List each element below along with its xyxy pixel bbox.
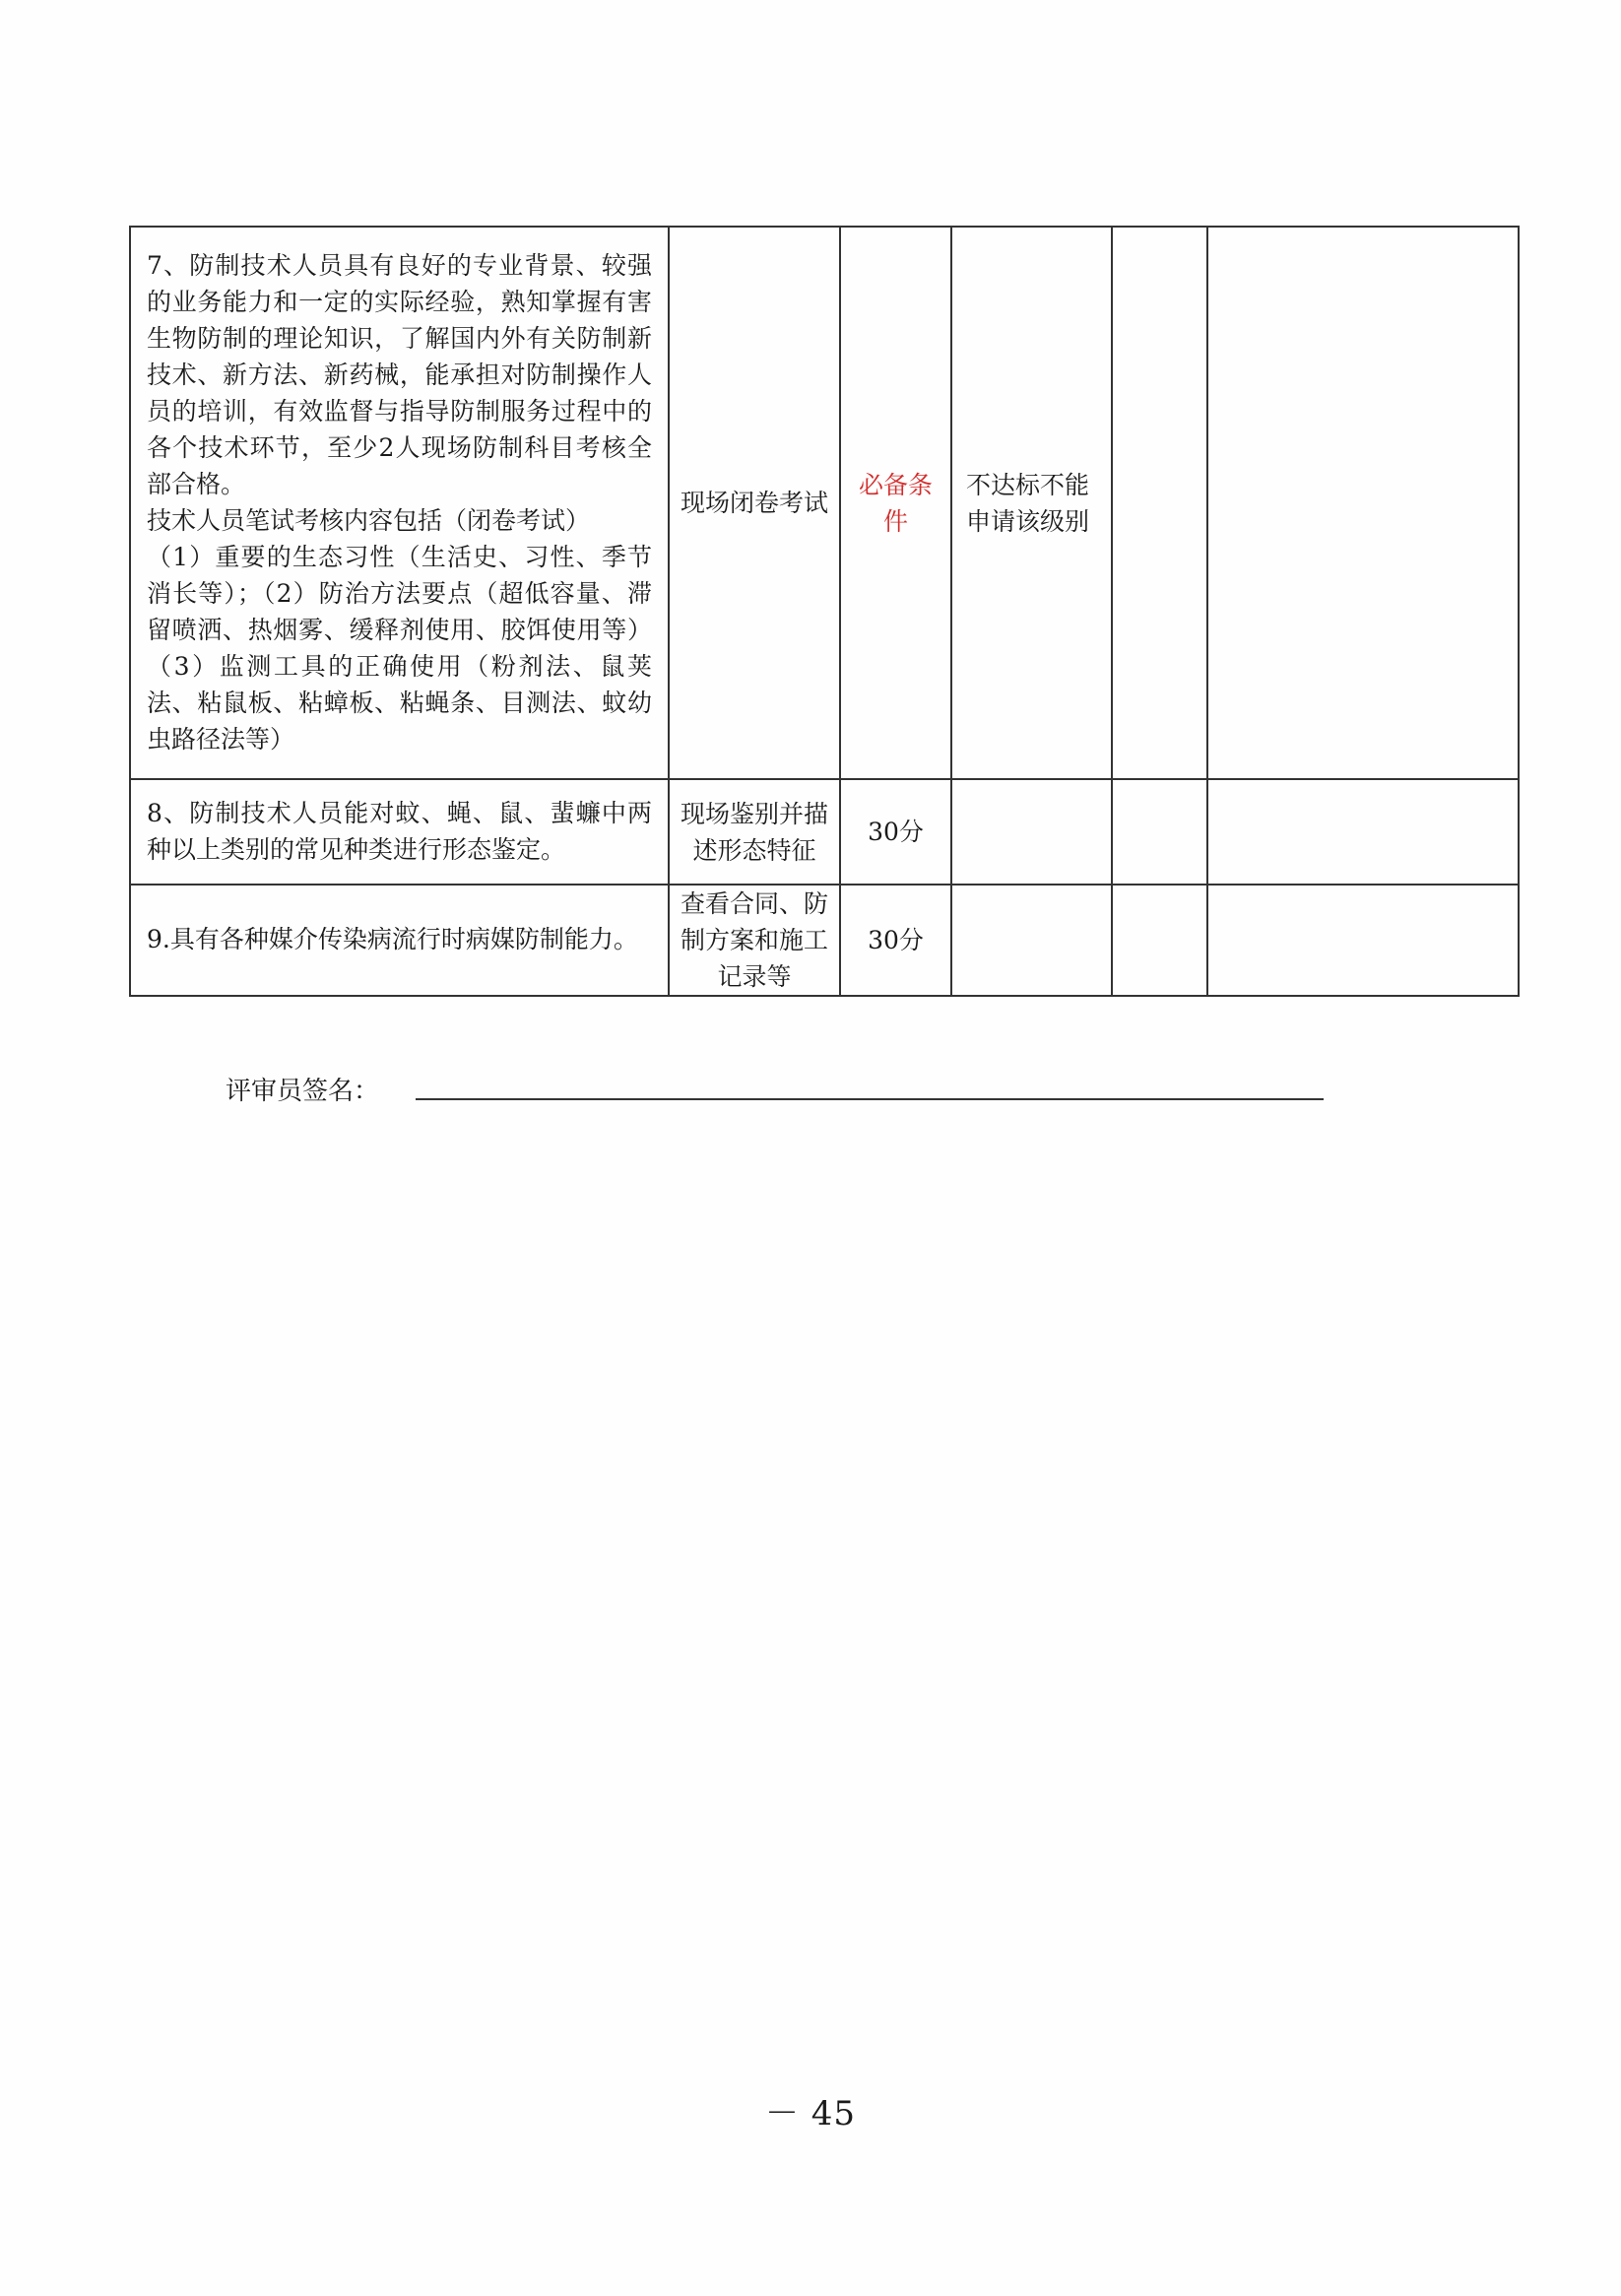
blank-cell [1112, 779, 1207, 885]
table-row [130, 885, 1519, 996]
score-cell [840, 227, 951, 779]
requirement-text: 技术人员笔试考核内容包括（闭卷考试） [147, 505, 591, 535]
requirement-text: 8、防制技术人员能对蚊、蝇、鼠、蜚蠊中两种以上类别的常见种类进行形态鉴定。 [147, 798, 652, 864]
blank-cell [1207, 779, 1519, 885]
method-cell [669, 885, 840, 996]
table-row [130, 779, 1519, 885]
method-text: 现场鉴别并描述形态特征 [680, 799, 828, 865]
required-condition-text: 必备条件 [858, 470, 933, 536]
requirement-text: 9.具有各种媒介传染病流行时病媒防制能力。 [147, 925, 638, 953]
score-text: 30分 [868, 926, 924, 954]
review-table [129, 226, 1520, 997]
method-cell [669, 227, 840, 779]
requirement-text: 7、防制技术人员具有良好的专业背景、较强的业务能力和一定的实际经验，熟知掌握有害生物防制的理论知识，了解国内外有关防制新技术、新方法、新药械，能承担对防制操作人员的培训，有效监督与指导防制服务过程中的各个技术环节，至少2人现场防制科目考核全部合格。 [147, 250, 652, 498]
blank-cell [1207, 227, 1519, 779]
blank-cell [1112, 885, 1207, 996]
table-row [130, 227, 1519, 779]
note-cell [951, 885, 1112, 996]
blank-cell [1207, 885, 1519, 996]
score-cell [840, 885, 951, 996]
score-cell [840, 779, 951, 885]
requirement-cell [130, 885, 669, 996]
note-text: 不达标不能申请该级别 [966, 470, 1090, 536]
blank-cell [1112, 227, 1207, 779]
requirement-cell [130, 779, 669, 885]
score-text: 30分 [868, 818, 924, 846]
note-cell [951, 227, 1112, 779]
requirement-text: （1）重要的生态习性（生活史、习性、季节消长等）；（2）防治方法要点（超低容量、滞留喷洒、热烟雾、缓释剂使用、胶饵使用等）（3）监测工具的正确使用（粉剂法、鼠荚法、粘鼠板、粘蟑板、粘蝇条、目测法、蚊幼虫路径法等） [147, 542, 652, 754]
method-cell [669, 779, 840, 885]
method-text: 查看合同、防制方案和施工记录等 [680, 889, 828, 991]
signature-label: 评审员签名： [226, 1077, 380, 1106]
note-cell [951, 779, 1112, 885]
signature-line [416, 1098, 1324, 1100]
page-number: － 45 [764, 2094, 857, 2133]
method-text: 现场闭卷考试 [680, 489, 828, 517]
requirement-cell [130, 227, 669, 779]
